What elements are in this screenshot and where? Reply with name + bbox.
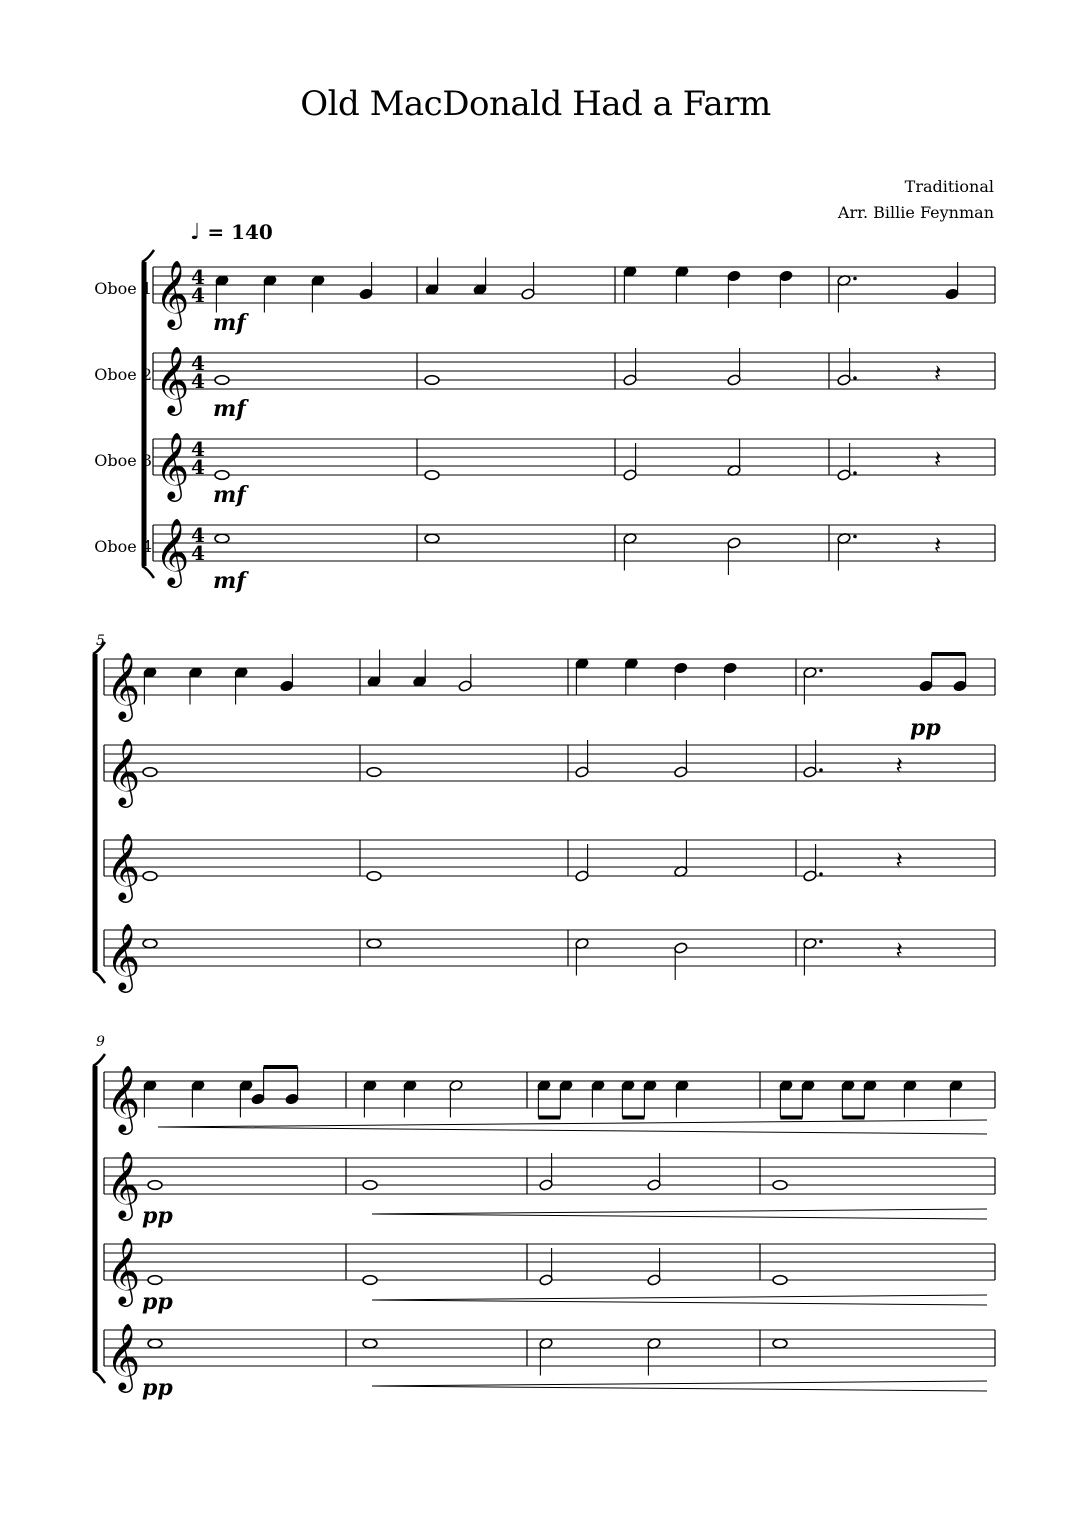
note-head xyxy=(458,680,472,692)
note-head xyxy=(674,662,688,674)
note-head xyxy=(953,680,967,692)
dynamic-marking: pp xyxy=(142,1289,173,1315)
treble-clef-icon: 𝄞 xyxy=(106,1322,141,1390)
note-head xyxy=(623,469,637,481)
note-head xyxy=(674,766,688,778)
note-head xyxy=(363,1339,377,1348)
measure-number-5: 5 xyxy=(96,633,105,649)
quarter-rest-icon: 𝄽 xyxy=(895,751,903,779)
note-head xyxy=(919,680,933,692)
note-head xyxy=(539,1179,553,1191)
crescendo-hairpin xyxy=(372,1214,987,1219)
note-head xyxy=(251,1093,265,1105)
note-head xyxy=(539,1274,553,1286)
treble-clef-icon: 𝄞 xyxy=(106,1064,141,1132)
treble-clef-icon: 𝄞 xyxy=(106,1150,141,1218)
dot xyxy=(853,376,857,380)
note-head xyxy=(148,1181,162,1190)
dot xyxy=(853,535,857,539)
note-head xyxy=(647,1179,661,1191)
bracket-bottom-hook xyxy=(93,971,105,983)
quarter-rest-icon: 𝄽 xyxy=(934,531,942,559)
note-head xyxy=(727,270,741,282)
time-signature-bottom: 4 xyxy=(191,541,205,565)
bracket-bottom-hook xyxy=(93,1371,105,1383)
composer: Traditional xyxy=(904,177,994,196)
instrument-label-oboe-3: Oboe 3 xyxy=(94,451,152,470)
note-head xyxy=(285,1093,299,1105)
crescendo-hairpin xyxy=(372,1209,987,1214)
bracket-top-hook xyxy=(93,1054,105,1066)
note-head xyxy=(143,872,157,881)
quarter-rest-icon: 𝄽 xyxy=(934,359,942,387)
dot xyxy=(819,669,823,673)
note-head xyxy=(367,939,381,948)
dynamic-marking: pp xyxy=(142,1203,173,1229)
crescendo-hairpin xyxy=(372,1300,987,1305)
time-signature-top: 4 xyxy=(191,265,205,289)
note-head xyxy=(945,288,959,300)
note-head xyxy=(674,942,688,954)
instrument-label-oboe-1: Oboe 1 xyxy=(94,279,152,298)
note-head xyxy=(575,870,589,882)
treble-clef-icon: 𝄞 xyxy=(106,651,141,719)
note-head xyxy=(425,534,439,543)
bracket-top-hook xyxy=(142,250,154,262)
dot xyxy=(819,768,823,772)
note-head xyxy=(148,1339,162,1348)
note-head xyxy=(575,766,589,778)
dot xyxy=(853,277,857,281)
note-head xyxy=(773,1181,787,1190)
crescendo-hairpin xyxy=(158,1120,987,1127)
crescendo-hairpin xyxy=(158,1127,987,1134)
arranger: Arr. Billie Feynman xyxy=(837,203,994,222)
note-head xyxy=(363,1181,377,1190)
tempo-text: = 140 xyxy=(207,220,273,244)
treble-clef-icon: 𝄞 xyxy=(155,517,190,585)
note-head xyxy=(215,534,229,543)
dynamic-marking: mf xyxy=(213,482,246,508)
dynamic-marking: pp xyxy=(142,1375,173,1401)
bracket-top-hook xyxy=(93,642,105,654)
note-head xyxy=(143,768,157,777)
note-head xyxy=(143,939,157,948)
note-head xyxy=(425,471,439,480)
crescendo-hairpin xyxy=(372,1381,987,1386)
crescendo-hairpin xyxy=(372,1295,987,1300)
measure-number-9: 9 xyxy=(96,1034,105,1050)
treble-clef-icon: 𝄞 xyxy=(106,922,141,990)
note-head xyxy=(215,471,229,480)
instrument-label-oboe-4: Oboe 4 xyxy=(94,537,152,556)
note-head xyxy=(367,872,381,881)
time-signature-bottom: 4 xyxy=(191,369,205,393)
treble-clef-icon: 𝄞 xyxy=(106,1236,141,1304)
note-head xyxy=(425,376,439,385)
treble-clef-icon: 𝄞 xyxy=(155,345,190,413)
dot xyxy=(819,940,823,944)
note-head xyxy=(363,1276,377,1285)
time-signature-bottom: 4 xyxy=(191,283,205,307)
note-head xyxy=(803,766,817,778)
treble-clef-icon: 𝄞 xyxy=(155,259,190,327)
note-head xyxy=(521,288,535,300)
dynamic-marking: mf xyxy=(213,568,246,594)
note-head xyxy=(837,469,851,481)
bracket-bottom-hook xyxy=(142,566,154,578)
note-head xyxy=(773,1276,787,1285)
note-head xyxy=(803,870,817,882)
treble-clef-icon: 𝄞 xyxy=(106,737,141,805)
time-signature-top: 4 xyxy=(191,523,205,547)
treble-clef-icon: 𝄞 xyxy=(106,832,141,900)
note-head xyxy=(647,1274,661,1286)
note-head xyxy=(779,270,793,282)
instrument-label-oboe-2: Oboe 2 xyxy=(94,365,152,384)
quarter-rest-icon: 𝄽 xyxy=(895,936,903,964)
note-head xyxy=(623,374,637,386)
note-head xyxy=(837,374,851,386)
time-signature-bottom: 4 xyxy=(191,455,205,479)
note-head xyxy=(773,1339,787,1348)
dynamic-marking: pp xyxy=(910,715,941,741)
note-head xyxy=(727,537,741,549)
time-signature-top: 4 xyxy=(191,351,205,375)
note-head xyxy=(215,376,229,385)
note-head xyxy=(727,374,741,386)
note-head xyxy=(359,288,373,300)
treble-clef-icon: 𝄞 xyxy=(155,431,190,499)
note-head xyxy=(280,680,294,692)
quarter-note-icon: ♩ xyxy=(190,219,201,245)
dynamic-marking: mf xyxy=(213,310,246,336)
quarter-rest-icon: 𝄽 xyxy=(934,445,942,473)
score-title: Old MacDonald Had a Farm xyxy=(300,84,771,124)
note-head xyxy=(723,662,737,674)
dynamic-marking: mf xyxy=(213,396,246,422)
crescendo-hairpin xyxy=(372,1386,987,1391)
note-head xyxy=(148,1276,162,1285)
quarter-rest-icon: 𝄽 xyxy=(895,846,903,874)
note-head xyxy=(367,768,381,777)
dot xyxy=(819,872,823,876)
dot xyxy=(853,471,857,475)
time-signature-top: 4 xyxy=(191,437,205,461)
